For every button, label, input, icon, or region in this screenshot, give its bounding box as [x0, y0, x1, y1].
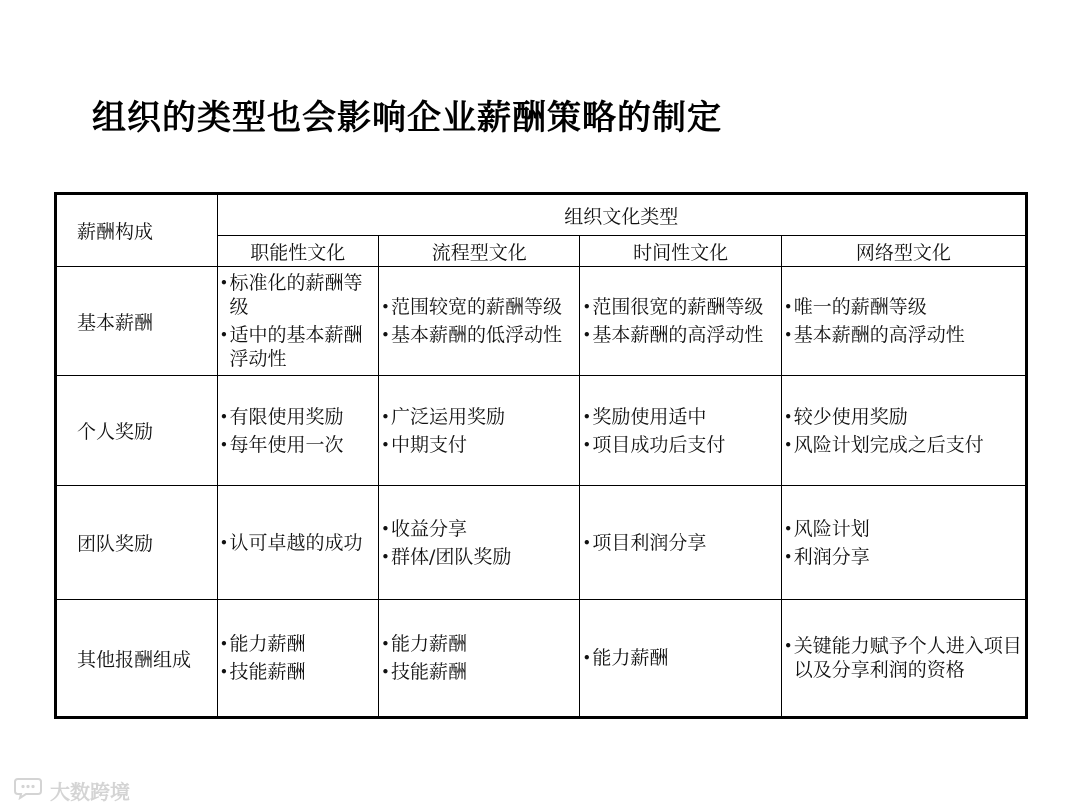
bullet-item: • 中期支付 — [381, 433, 577, 457]
table-cell — [580, 486, 781, 600]
table-cell — [217, 600, 379, 718]
column-header: 网络型文化 — [781, 236, 1026, 267]
table-cell — [781, 600, 1026, 718]
bullet-item: • 风险计划 — [784, 517, 1023, 541]
table-cell — [781, 376, 1026, 486]
bullet-item: • 能力薪酬 — [220, 632, 377, 656]
bullet-item: • 标准化的薪酬等级 — [220, 271, 377, 319]
row-label: 个人奖励 — [56, 376, 218, 486]
bullet-item: • 唯一的薪酬等级 — [784, 295, 1023, 319]
table-cell — [379, 486, 580, 600]
bullet-item: • 基本薪酬的高浮动性 — [784, 323, 1023, 347]
table-row — [56, 376, 1027, 486]
table-cell — [580, 267, 781, 376]
table-row — [56, 600, 1027, 718]
table-header-row — [56, 194, 1027, 236]
bullet-item: • 群体/团队奖励 — [381, 545, 577, 569]
table-cell — [781, 486, 1026, 600]
row-label: 基本薪酬 — [56, 267, 218, 376]
watermark-text: 大数跨境 — [50, 780, 130, 804]
table-cell — [217, 376, 379, 486]
table-cell — [580, 600, 781, 718]
column-header: 流程型文化 — [379, 236, 580, 267]
table-cell — [379, 376, 580, 486]
column-header: 时间性文化 — [580, 236, 781, 267]
bullet-item: • 能力薪酬 — [582, 646, 778, 670]
bullet-item: • 风险计划完成之后支付 — [784, 433, 1023, 457]
bullet-item: • 认可卓越的成功 — [220, 531, 377, 555]
bullet-item: • 每年使用一次 — [220, 433, 377, 457]
compensation-table — [54, 192, 1028, 719]
table-row — [56, 486, 1027, 600]
table-row — [56, 267, 1027, 376]
group-header: 组织文化类型 — [217, 194, 1026, 236]
watermark — [14, 776, 130, 805]
bullet-item: • 广泛运用奖励 — [381, 405, 577, 429]
bullet-item: • 能力薪酬 — [381, 632, 577, 656]
table-cell — [781, 267, 1026, 376]
table-cell — [379, 267, 580, 376]
bullet-item: • 适中的基本薪酬浮动性 — [220, 323, 377, 371]
table-cell — [379, 600, 580, 718]
bullet-item: • 技能薪酬 — [381, 660, 577, 684]
bullet-item: • 范围很宽的薪酬等级 — [582, 295, 778, 319]
bullet-item: • 项目成功后支付 — [582, 433, 778, 457]
corner-header: 薪酬构成 — [56, 194, 218, 267]
bullet-item: • 基本薪酬的低浮动性 — [381, 323, 577, 347]
bullet-item: • 收益分享 — [381, 517, 577, 541]
bullet-item: • 有限使用奖励 — [220, 405, 377, 429]
bullet-item: • 较少使用奖励 — [784, 405, 1023, 429]
bullet-item: • 基本薪酬的高浮动性 — [582, 323, 778, 347]
page-title: 组织的类型也会影响企业薪酬策略的制定 — [92, 98, 722, 138]
row-label: 团队奖励 — [56, 486, 218, 600]
bullet-item: • 奖励使用适中 — [582, 405, 778, 429]
bullet-item: • 项目利润分享 — [582, 531, 778, 555]
bullet-item: • 范围较宽的薪酬等级 — [381, 295, 577, 319]
column-header: 职能性文化 — [217, 236, 379, 267]
bullet-item: • 关键能力赋予个人进入项目以及分享利润的资格 — [784, 634, 1023, 682]
table-cell — [217, 486, 379, 600]
table-cell — [580, 376, 781, 486]
bullet-item: • 技能薪酬 — [220, 660, 377, 684]
bullet-item: • 利润分享 — [784, 545, 1023, 569]
table-cell — [217, 267, 379, 376]
chat-bubble-logo-icon — [14, 776, 44, 805]
row-label: 其他报酬组成 — [56, 600, 218, 718]
